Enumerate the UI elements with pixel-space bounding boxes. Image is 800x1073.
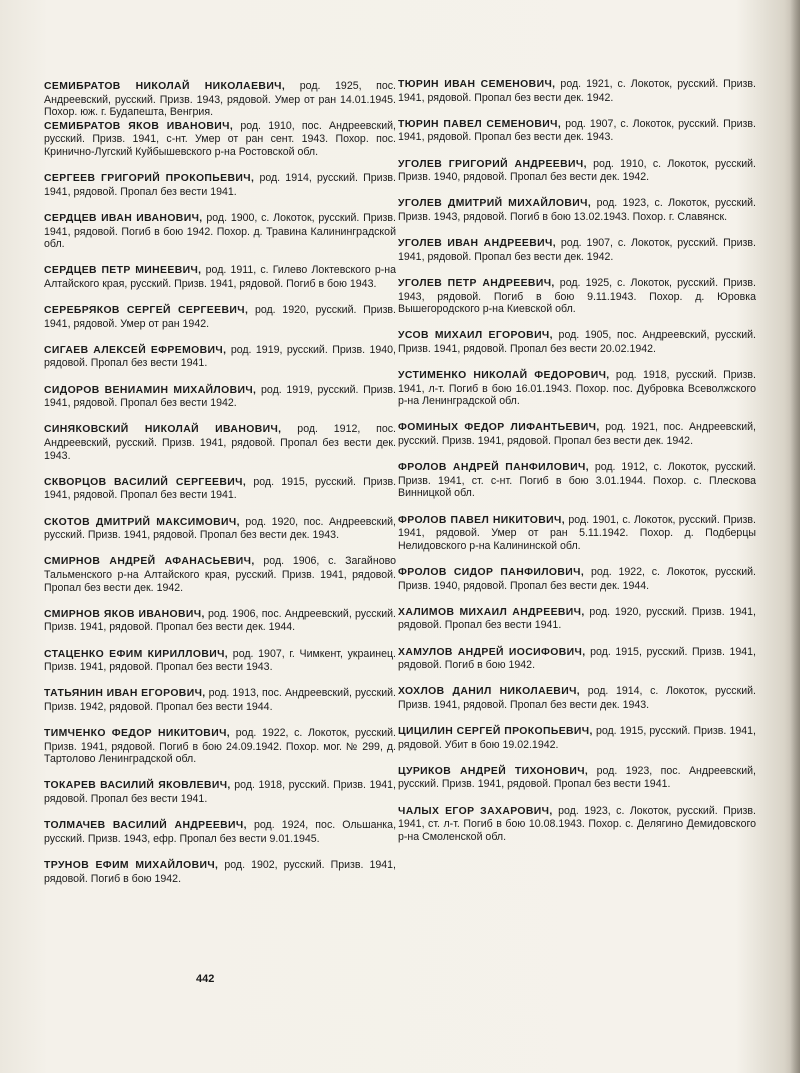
entry-name: СИНЯКОВСКИЙ НИКОЛАЙ ИВАНОВИЧ, [44, 424, 282, 436]
entry-text: род. 1914, с. Локоток, русский. Призв. 1941, рядовой. Пропал без вести дек. 1943. [398, 685, 756, 711]
memorial-entry [398, 369, 756, 408]
memorial-entry [44, 648, 396, 674]
entry-name: СМИРНОВ АНДРЕЙ АФАНАСЬЕВИЧ, [44, 556, 255, 568]
memorial-entry [398, 197, 756, 223]
entry-text: род. 1920, русский. Призв. 1941, рядовой. Умер от ран 1942. [44, 304, 397, 330]
entry-text: род. 1901, с. Локоток, русский. Призв. 1941, рядовой. Умер от ран 5.11.1942. Похор. д. Подберцы Нелидовского р-на Калининской обл. [398, 513, 756, 552]
memorial-entry [398, 805, 756, 844]
entry-text: род. 1910, с. Локоток, русский. Призв. 1940, рядовой. Пропал без вести дек. 1942. [398, 157, 756, 184]
entry-text: род. 1907, с. Локоток, русский. Призв. 1941, рядовой. Пропал без вести дек. 1942. [398, 237, 756, 263]
memorial-entry [398, 158, 756, 184]
memorial-entry [44, 423, 396, 462]
entry-name: СЕМИБРАТОВ ЯКОВ ИВАНОВИЧ, [44, 120, 234, 132]
entry-text: род. 1922, с. Локоток, русский. Призв. 1941, рядовой. Погиб в бою 24.09.1942. Похор. мог. № 299, д. Тартолово Ленинградской обл. [44, 727, 396, 766]
entry-name: ТИМЧЕНКО ФЕДОР НИКИТОВИЧ, [44, 728, 231, 740]
entry-name: СЕРГЕЕВ ГРИГОРИЙ ПРОКОПЬЕВИЧ, [44, 173, 255, 185]
entry-name: ЦИЦИЛИН СЕРГЕЙ ПРОКОПЬЕВИЧ, [398, 726, 593, 738]
entry-text: род. 1910, пос. Андреевский, русский. Призв. 1941, с-нт. Умер от ран сент. 1943. Похор. пос. Кринично-Лугский Куйбышевского р-на Ростовской обл. [44, 119, 396, 158]
memorial-entry [398, 566, 756, 592]
entry-name: ХАЛИМОВ МИХАИЛ АНДРЕЕВИЧ, [398, 606, 585, 618]
memorial-entry [44, 516, 396, 542]
memorial-entry [44, 819, 396, 845]
entry-text: род. 1915, русский. Призв. 1941, рядовой. Пропал без вести 1941. [44, 475, 397, 502]
entry-name: СЕРДЦЕВ ПЕТР МИНЕЕВИЧ, [44, 265, 202, 277]
entry-text: род. 1918, русский. Призв. 1941, л-т. Погиб в бою 16.01.1943. Похор. пос. Дубровка Всеволжского р-на Ленинградской обл. [398, 369, 756, 408]
memorial-entry [44, 264, 396, 290]
memorial-entry [44, 344, 396, 370]
entry-text: род. 1915, русский. Призв. 1941, рядовой. Погиб в бою 1942. [398, 645, 757, 672]
entry-text: род. 1921, пос. Андреевский, русский. Призв. 1941, рядовой. Пропал без вести дек. 1942. [398, 421, 756, 448]
memorial-entry [398, 461, 756, 500]
memorial-entry [398, 646, 756, 672]
entry-name: ТОЛМАЧЕВ ВАСИЛИЙ АНДРЕЕВИЧ, [44, 820, 247, 832]
entry-text: род. 1918, русский. Призв. 1941, рядовой. Пропал без вести 1941. [44, 779, 396, 806]
entry-name: СМИРНОВ ЯКОВ ИВАНОВИЧ, [44, 608, 205, 620]
entry-name: УГОЛЕВ ГРИГОРИЙ АНДРЕЕВИЧ, [398, 158, 587, 170]
entry-name: ТЮРИН ИВАН СЕМЕНОВИЧ, [398, 79, 556, 90]
memorial-entry [44, 608, 396, 634]
entry-name: СКОТОВ ДМИТРИЙ МАКСИМОВИЧ, [44, 516, 240, 528]
entry-name: ФОМИНЫХ ФЕДОР ЛИФАНТЬЕВИЧ, [398, 422, 600, 434]
entry-text: род. 1923, с. Локоток, русский. Призв. 1941, ст. л-т. Погиб в бою 10.08.1943. Похор. с. Делягино Демидовского р-на Смоленской обл. [398, 804, 756, 843]
entry-text: род. 1914, русский. Призв. 1941, рядовой. Пропал без вести 1941. [44, 172, 396, 198]
memorial-entry [44, 172, 396, 198]
entry-name: СИГАЕВ АЛЕКСЕЙ ЕФРЕМОВИЧ, [44, 344, 227, 356]
entry-text: род. 1902, русский. Призв. 1941, рядовой. Погиб в бою 1942. [44, 859, 396, 885]
memorial-entry [44, 859, 396, 885]
entry-name: ТРУНОВ ЕФИМ МИХАЙЛОВИЧ, [44, 860, 219, 872]
entry-name: ФРОЛОВ АНДРЕЙ ПАНФИЛОВИЧ, [398, 462, 589, 474]
memorial-entry [44, 727, 396, 766]
memorial-entry [44, 304, 396, 330]
memorial-entry [398, 765, 756, 791]
memorial-entry [44, 384, 396, 410]
entry-name: СКВОРЦОВ ВАСИЛИЙ СЕРГЕЕВИЧ, [44, 476, 247, 488]
memorial-entry [44, 687, 396, 713]
entry-text: род. 1912, пос. Андреевский, русский. Призв. 1941, рядовой. Пропал без вести дек. 1943. [44, 423, 396, 462]
entry-text: род. 1906, пос. Андреевский, русский. Призв. 1941, рядовой. Пропал без вести дек. 1944. [44, 607, 396, 634]
entry-text: род. 1923, пос. Андреевский, русский. Призв. 1941, рядовой. Пропал без вести 1941. [398, 764, 756, 791]
entry-text: род. 1906, с. Загайново Тальменского р-на Алтайского края, русский. Призв. 1941, рядовой. Пропал без вести дек. 1942. [44, 555, 396, 594]
entry-name: УСОВ МИХАИЛ ЕГОРОВИЧ, [398, 330, 553, 342]
memorial-entry [44, 476, 396, 502]
memorial-entry [398, 725, 756, 751]
memorial-entry [398, 606, 756, 632]
entry-name: УСТИМЕНКО НИКОЛАЙ ФЕДОРОВИЧ, [398, 370, 610, 382]
entry-name: ХОХЛОВ ДАНИЛ НИКОЛАЕВИЧ, [398, 686, 581, 698]
memorial-entry [398, 685, 756, 711]
entry-text: род. 1907, с. Локоток, русский. Призв. 1941, рядовой. Пропал без вести дек. 1943. [398, 117, 756, 144]
entry-text: род. 1919, русский. Призв. 1940, рядовой. Пропал без вести 1941. [44, 343, 396, 370]
entry-name: ТОКАРЕВ ВАСИЛИЙ ЯКОВЛЕВИЧ, [44, 780, 231, 792]
entry-text: род. 1925, пос. Андреевский, русский. Призв. 1943, рядовой. Умер от ран 14.01.1945. Похор. юж. г. Будапешта, Венгрия. [44, 80, 396, 119]
entry-text: род. 1925, с. Локоток, русский. Призв. 1943, рядовой. Погиб в бою 9.11.1943. Похор. д. Юровка Вышегородского р-на Киевской обл. [398, 276, 756, 316]
entry-text: род. 1921, с. Локоток, русский. Призв. 1941, рядовой. Пропал без вести дек. 1942. [398, 78, 756, 104]
entry-name: ХАМУЛОВ АНДРЕЙ ИОСИФОВИЧ, [398, 646, 586, 658]
entry-name: СЕМИБРАТОВ НИКОЛАЙ НИКОЛАЕВИЧ, [44, 81, 286, 92]
entry-text: род. 1920, русский. Призв. 1941, рядовой. Пропал без вести 1941. [398, 605, 756, 632]
entry-text: род. 1924, пос. Ольшанка, русский. Призв. 1943, ефр. Пропал без вести 9.01.1945. [44, 819, 397, 845]
entry-text: род. 1919, русский. Призв. 1941, рядовой. Пропал без вести 1942. [44, 383, 396, 410]
memorial-entry [398, 78, 756, 104]
entry-text: род. 1922, с. Локоток, русский. Призв. 1940, рядовой. Пропал без вести дек. 1944. [398, 565, 756, 592]
entry-text: род. 1912, с. Локоток, русский. Призв. 1941, ст. с-нт. Погиб в бою 3.01.1944. Похор. с. Плескова Винницкой обл. [398, 461, 756, 500]
entry-name: УГОЛЕВ ПЕТР АНДРЕЕВИЧ, [398, 277, 555, 289]
right-column [398, 78, 756, 857]
entry-name: ФРОЛОВ СИДОР ПАНФИЛОВИЧ, [398, 566, 585, 578]
entry-name: СЕРЕБРЯКОВ СЕРГЕЙ СЕРГЕЕВИЧ, [44, 305, 249, 317]
entry-text: род. 1907, г. Чимкент, украинец. Призв. 1941, рядовой. Пропал без вести 1943. [44, 647, 396, 674]
entry-text: род. 1911, с. Гилево Локтевского р-на Алтайского края, русский. Призв. 1941, рядовой. Погиб в бою 1943. [44, 264, 396, 290]
entry-name: УГОЛЕВ ИВАН АНДРЕЕВИЧ, [398, 238, 557, 250]
entry-name: ЧАЛЫХ ЕГОР ЗАХАРОВИЧ, [398, 805, 553, 817]
entry-text: род. 1900, с. Локоток, русский. Призв. 1941, рядовой. Погиб в бою 1942. Похор. д. Травина Калининградской обл. [44, 211, 396, 251]
entry-name: ТЮРИН ПАВЕЛ СЕМЕНОВИЧ, [398, 118, 562, 130]
page-number: 442 [196, 973, 215, 985]
entry-name: ФРОЛОВ ПАВЕЛ НИКИТОВИЧ, [398, 514, 566, 526]
entry-name: ТАТЬЯНИН ИВАН ЕГОРОВИЧ, [44, 688, 206, 700]
entry-name: СИДОРОВ ВЕНИАМИН МИХАЙЛОВИЧ, [44, 384, 257, 396]
memorial-entry [44, 80, 396, 119]
memorial-entry [398, 237, 756, 263]
page-edge-shadow [790, 0, 800, 1073]
entry-text: род. 1915, русский. Призв. 1941, рядовой. Убит в бою 19.02.1942. [398, 725, 756, 751]
entry-name: ЦУРИКОВ АНДРЕЙ ТИХОНОВИЧ, [398, 765, 589, 777]
memorial-entry [398, 277, 756, 316]
memorial-entry [44, 779, 396, 805]
entry-text: род. 1913, пос. Андреевский, русский. Призв. 1942, рядовой. Пропал без вести 1944. [44, 687, 396, 713]
entry-name: УГОЛЕВ ДМИТРИЙ МИХАЙЛОВИЧ, [398, 198, 592, 210]
memorial-entry [398, 329, 756, 355]
entry-text: род. 1920, пос. Андреевский, русский. Призв. 1941, рядовой. Пропал без вести дек. 1943. [44, 515, 396, 542]
memorial-entry [398, 118, 756, 144]
left-column [44, 80, 396, 899]
memorial-entry [44, 555, 396, 594]
entry-name: СЕРДЦЕВ ИВАН ИВАНОВИЧ, [44, 212, 203, 224]
entry-text: род. 1923, с. Локоток, русский. Призв. 1943, рядовой. Погиб в бою 13.02.1943. Похор. г. Славянск. [398, 197, 756, 223]
entry-name: СТАЦЕНКО ЕФИМ КИРИЛЛОВИЧ, [44, 648, 229, 660]
memorial-entry [398, 421, 756, 447]
memorial-entry [398, 514, 756, 553]
memorial-entry [44, 120, 396, 159]
entry-text: род. 1905, пос. Андреевский, русский. Призв. 1941, рядовой. Пропал без вести 20.02.1942. [398, 329, 756, 355]
memorial-entry [44, 212, 396, 251]
